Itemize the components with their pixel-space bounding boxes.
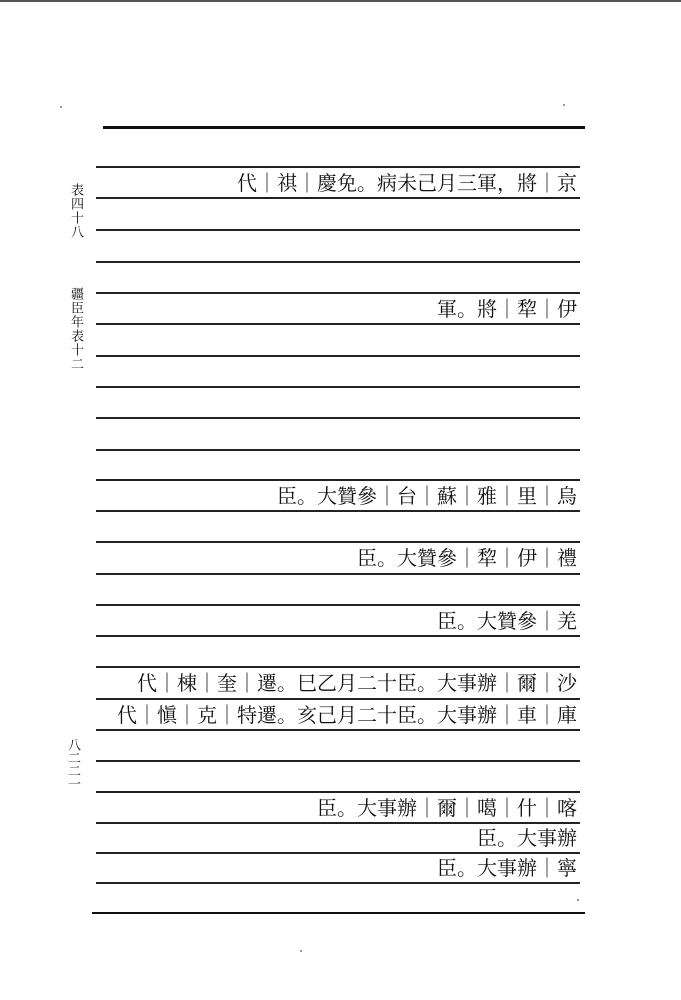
table-row: 臣。大贊參｜羌 (437, 609, 577, 633)
table-row: 代｜棟｜奎｜遷。巳乙月二十臣。大事辦｜爾｜沙 (137, 671, 577, 695)
table-bottom-rule (92, 912, 585, 914)
scan-speck (563, 104, 565, 106)
table-row: 臣。大事辦｜寧 (437, 856, 577, 880)
table-rule (96, 417, 580, 419)
table-row: 臣。大事辦｜爾｜噶｜什｜喀 (317, 796, 577, 820)
table-rule (96, 449, 580, 451)
scan-speck (300, 950, 302, 952)
table-rule (96, 229, 580, 231)
table-rule (96, 261, 580, 263)
table-rule (96, 355, 580, 357)
table-row: 代｜祺｜慶免。病未己月三軍，將｜京 (237, 171, 577, 195)
page-number: 八二二一 (65, 738, 80, 790)
table-row: 軍。將｜犂｜伊 (437, 297, 577, 321)
table-top-rule (103, 126, 585, 129)
scan-speck (577, 899, 579, 901)
scan-speck (60, 106, 62, 108)
table-row: 代｜愼｜克｜特遷。亥己月二十臣。大事辦｜車｜庫 (117, 703, 577, 727)
table-rule (96, 386, 580, 388)
table-row: 臣。大贊參｜犂｜伊｜禮 (357, 546, 577, 570)
running-head-table-title: 疆臣年表十二 (68, 287, 83, 371)
table-row: 臣。大事辦 (477, 826, 577, 850)
table-rule (96, 760, 580, 762)
table-row: 臣。大贊參｜台｜蘇｜雅｜里｜烏 (277, 484, 577, 508)
running-head-table-number: 表四十八 (68, 183, 83, 239)
table-rule (96, 573, 580, 575)
page-top-border (0, 0, 681, 2)
